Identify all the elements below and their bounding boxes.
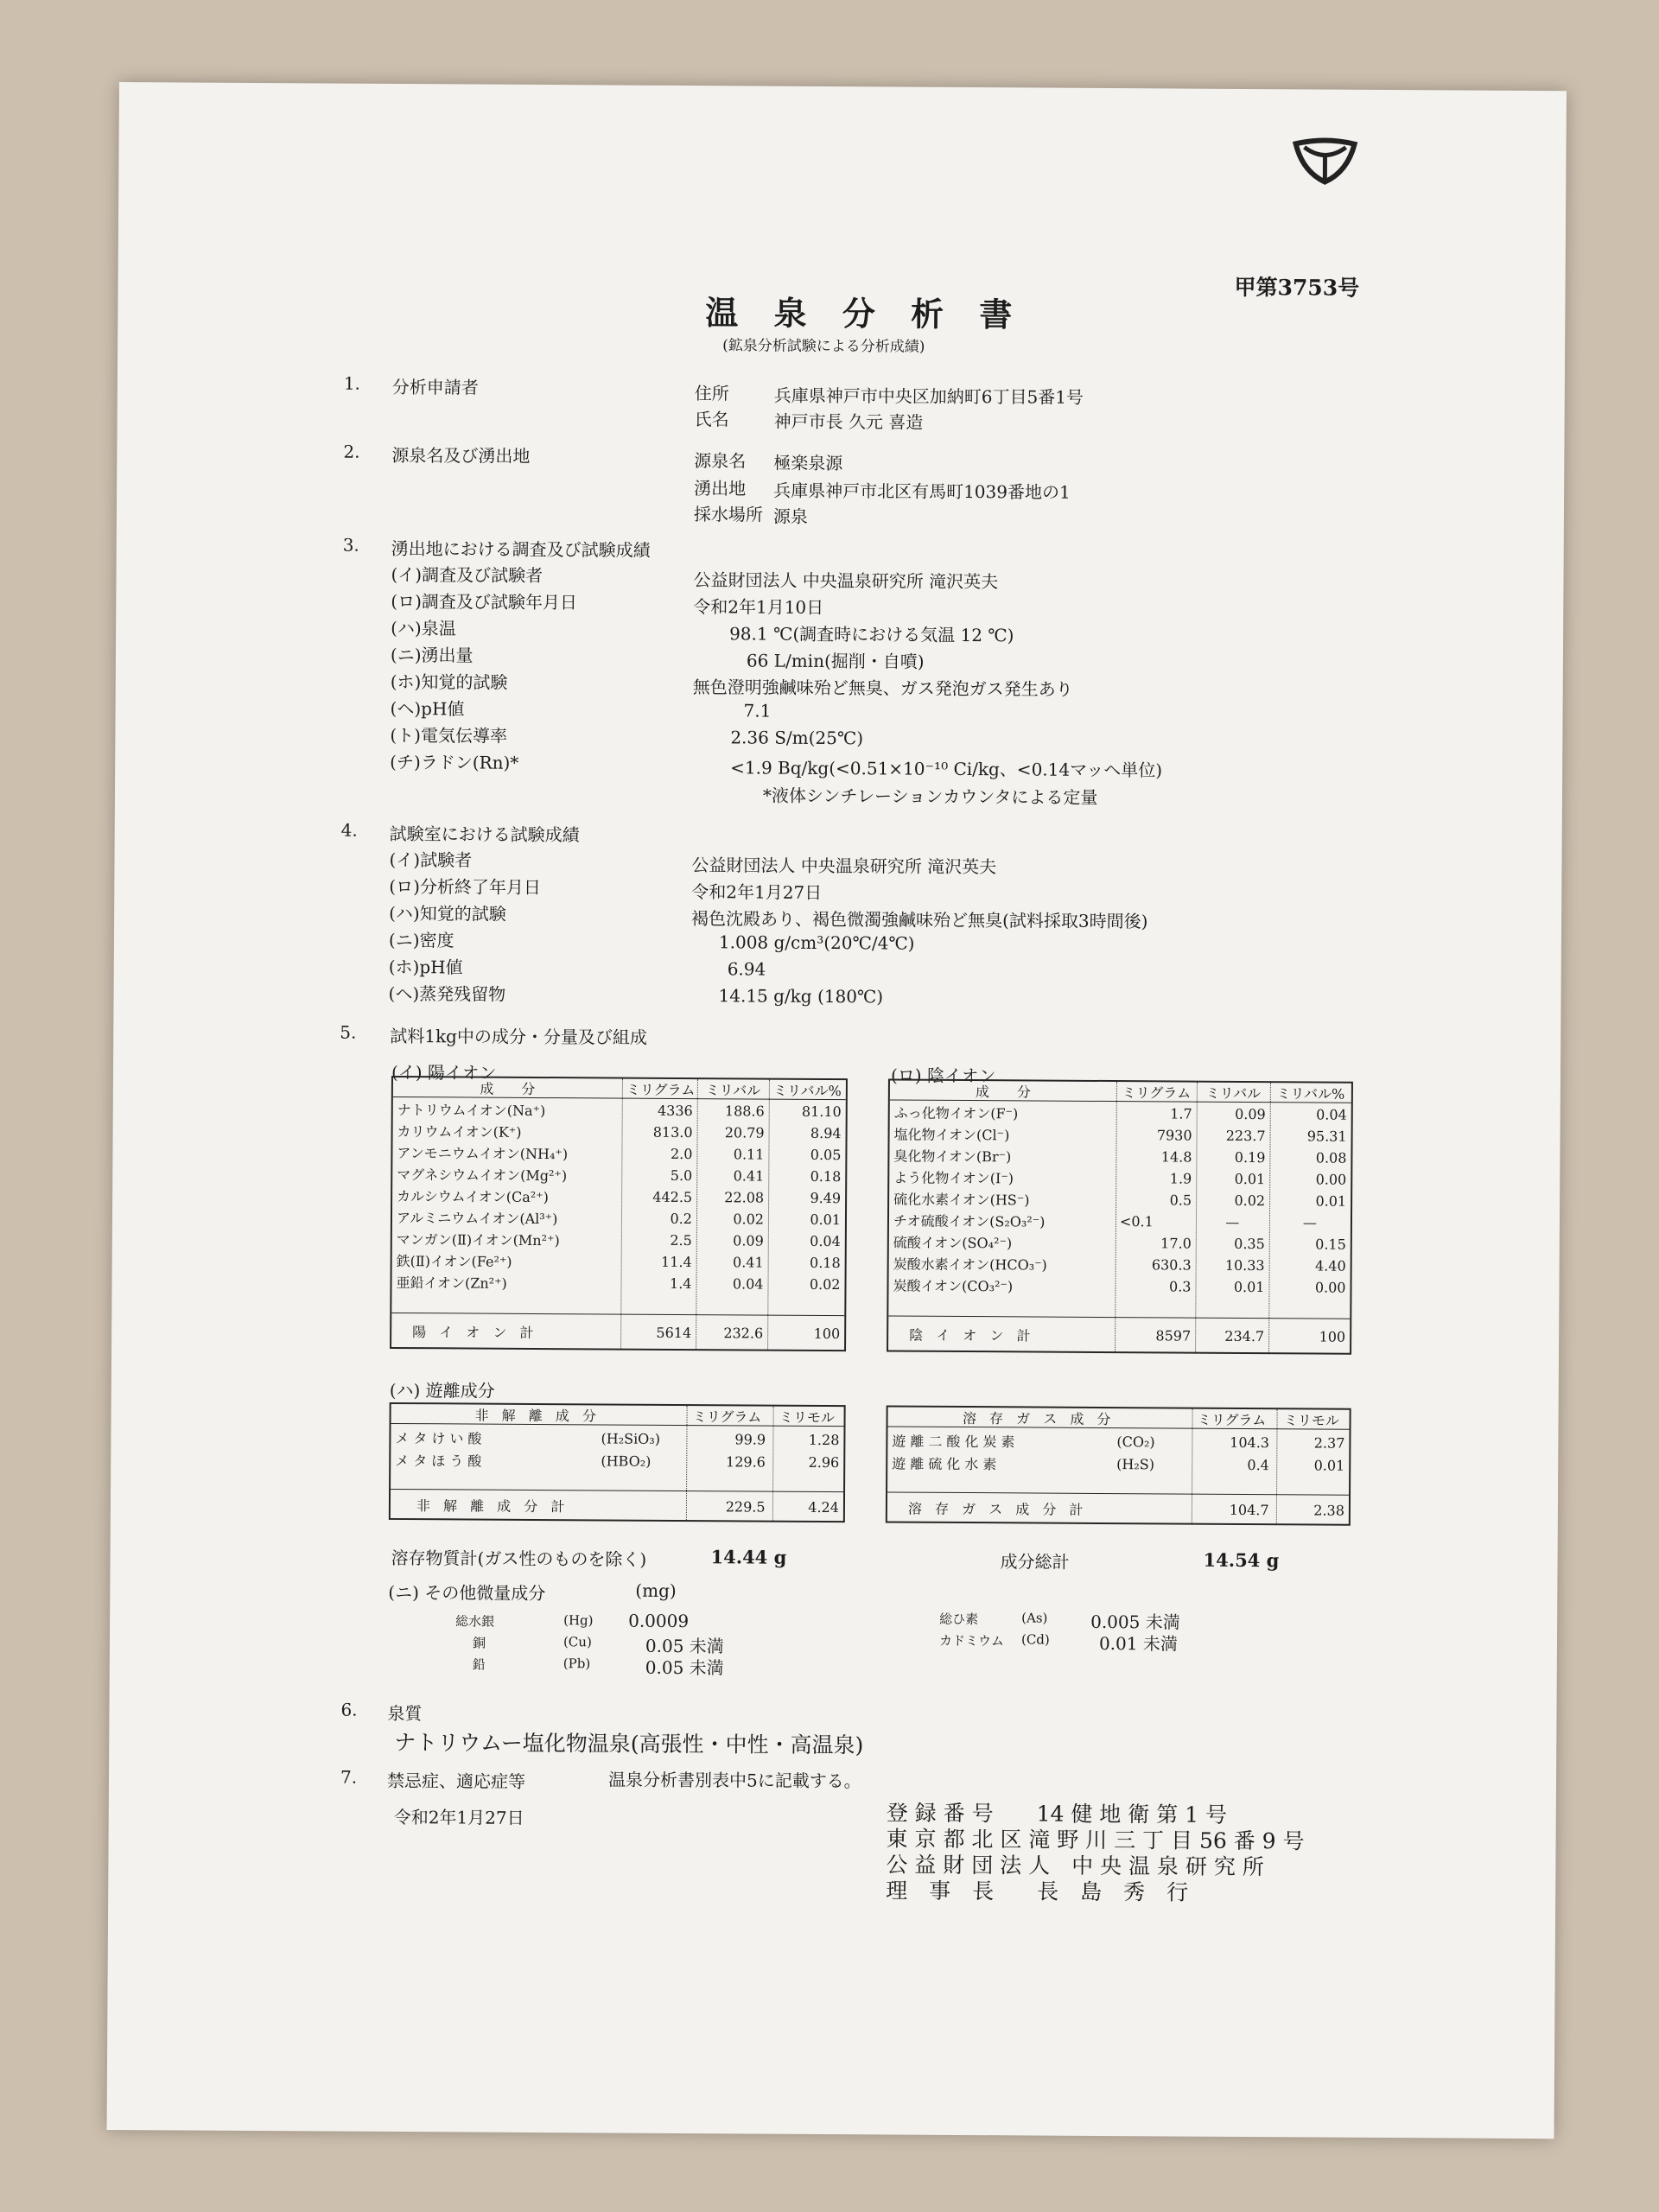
component-name: よう化物イオン(I⁻)	[893, 1169, 1014, 1187]
mval-value: 0.09	[733, 1232, 764, 1249]
trace-name: カドミウム	[938, 1632, 1004, 1649]
pct-value: 9.49	[810, 1189, 842, 1207]
address-key: 住所	[694, 383, 729, 404]
undissociated-caption: (ハ) 遊離成分	[389, 1379, 495, 1402]
mval-value: 0.02	[1234, 1192, 1266, 1210]
header-cell: ミリグラム	[626, 1081, 696, 1098]
trace-symbol: (Pb)	[563, 1656, 591, 1672]
mg-value: 104.3	[1230, 1433, 1270, 1451]
component-name: カルシウムイオン(Ca²⁺)	[397, 1187, 549, 1206]
component-name: 亜鉛イオン(Zn²⁺)	[396, 1274, 507, 1292]
table-row	[888, 1274, 1350, 1298]
pct-value: 100	[813, 1325, 841, 1342]
mg-value: 813.0	[652, 1123, 693, 1141]
mg-value: <0.1	[1119, 1213, 1154, 1230]
component-formula: (CO₂)	[1116, 1433, 1155, 1450]
header-cell: 成 分	[975, 1083, 1031, 1100]
pct-value: 0.05	[810, 1146, 842, 1164]
section-number: 6.	[340, 1699, 358, 1720]
mg-value: 630.3	[1151, 1256, 1192, 1274]
mg-value: 11.4	[660, 1253, 692, 1271]
table-row	[889, 1209, 1351, 1233]
component-formula: (HBO₂)	[601, 1452, 652, 1470]
s3-item-key: (ヘ)pH値	[390, 697, 465, 720]
table-row	[889, 1187, 1351, 1211]
pct-value: 81.10	[801, 1103, 842, 1121]
component-name: カリウムイオン(K⁺)	[397, 1122, 522, 1141]
mg-value: 0.2	[670, 1210, 693, 1228]
dissolved-solids-label: 溶存物質計(ガス性のものを除く)	[391, 1547, 647, 1570]
s4-item-key: (イ)試験者	[389, 849, 473, 871]
table-row	[889, 1252, 1351, 1276]
s4-item-key: (ロ)分析終了年月日	[389, 875, 541, 898]
name-key: 氏名	[694, 409, 729, 430]
table-row	[391, 1426, 843, 1451]
mval-value: 0.41	[733, 1167, 765, 1185]
pct-value: 0.00	[1315, 1171, 1347, 1188]
header-cell: ミリバル%	[1276, 1084, 1345, 1103]
table-row	[392, 1206, 845, 1230]
mval-value: 0.09	[1235, 1105, 1266, 1123]
contraindication-note: 温泉分析書別表中5に記載する。	[607, 1769, 861, 1792]
mmol-value: 1.28	[808, 1431, 840, 1448]
section-2-label: 源泉名及び湧出地	[391, 444, 531, 467]
s3-item-value: 公益財団法人 中央温泉研究所 滝沢英夫	[693, 569, 999, 593]
mval-value: 188.6	[724, 1103, 765, 1120]
section-3-label: 湧出地における調査及び試験成績	[391, 537, 651, 561]
pct-value: 4.40	[1314, 1257, 1346, 1274]
s3-item-value: 7.1	[743, 700, 772, 721]
table-row	[392, 1185, 845, 1209]
component-name: チオ硫酸イオン(S₂O₃²⁻)	[893, 1212, 1046, 1230]
mval-value: 223.7	[1225, 1127, 1266, 1145]
table-row	[890, 1122, 1351, 1147]
table-row	[392, 1141, 845, 1166]
component-name: 遊離硫化水素	[892, 1454, 1001, 1472]
s4-item-value: 1.008 g/cm³(20℃/4℃)	[718, 931, 915, 954]
component-name: ナトリウムイオン(Na⁺)	[397, 1101, 546, 1120]
component-name: マンガン(Ⅱ)イオン(Mn²⁺)	[396, 1230, 560, 1249]
table-header	[393, 1077, 846, 1100]
total-label: 陰 イ オ ン 計	[909, 1326, 1035, 1344]
table-row	[393, 1098, 846, 1122]
mg-value: 442.5	[652, 1188, 693, 1206]
radon-note: *液体シンチレーションカウンタによる定量	[762, 785, 1098, 808]
mval-value: 10.33	[1224, 1256, 1265, 1274]
pct-value: 100	[1319, 1328, 1346, 1345]
s3-item-value: 無色澄明強鹹味殆ど無臭、ガス発泡ガス発生あり	[692, 677, 1073, 700]
mg-value: 129.6	[726, 1452, 766, 1471]
sampling-value: 源泉	[772, 505, 809, 527]
mval-value: 0.01	[1234, 1170, 1266, 1188]
mg-value: 1.4	[670, 1274, 692, 1293]
header-cell: ミリモル	[1283, 1411, 1339, 1429]
mval-value: —	[1225, 1213, 1240, 1230]
trace-unit: (mg)	[635, 1580, 677, 1601]
component-formula: (H₂SiO₃)	[601, 1429, 661, 1447]
cation-table	[390, 1076, 848, 1351]
s4-item-value: 公益財団法人 中央温泉研究所 滝沢英夫	[691, 855, 997, 878]
total-components-label: 成分総計	[1000, 1551, 1070, 1573]
section-number: 3.	[342, 534, 359, 556]
name-value: 神戸市長 久元 喜造	[773, 410, 924, 433]
mval-value: 234.7	[1224, 1327, 1265, 1344]
trace-name: 総ひ素	[939, 1611, 979, 1628]
mval-value: 0.11	[733, 1146, 765, 1163]
s3-item-key: (イ)調査及び試験者	[391, 563, 543, 587]
pct-value: 0.01	[810, 1211, 842, 1229]
table-header	[888, 1407, 1350, 1429]
mmol-value: 4.24	[808, 1498, 839, 1516]
mval-value: 22.08	[724, 1189, 765, 1206]
header-cell: ミリグラム	[692, 1408, 762, 1426]
mval-value: 20.79	[724, 1124, 765, 1141]
s3-item-value: 66 L/min(掘削・自噴)	[746, 650, 925, 672]
trace-name: 総水銀	[455, 1613, 495, 1630]
document-subtitle: (鉱泉分析試験による分析成績)	[722, 337, 925, 356]
mmol-value: 2.96	[808, 1453, 840, 1471]
mmol-value: 2.38	[1313, 1501, 1344, 1519]
document-title: 温 泉 分 析 書	[705, 293, 1025, 334]
total-row	[888, 1315, 1350, 1353]
trace-symbol: (As)	[1021, 1610, 1048, 1626]
pct-value: 0.04	[810, 1232, 841, 1250]
mmol-value: 2.37	[1313, 1433, 1345, 1452]
table-row	[391, 1448, 843, 1473]
header-cell: 溶 存 ガ ス 成 分	[962, 1409, 1116, 1427]
cation-caption: (イ) 陽イオン	[391, 1061, 497, 1084]
source-value: 極楽泉源	[773, 452, 843, 474]
total-row	[391, 1489, 843, 1522]
section-5-label: 試料1kg中の成分・分量及び組成	[390, 1025, 647, 1048]
registration-number: 登 録 番 号 14 健 地 衛 第 1 号	[886, 1800, 1228, 1827]
trace-symbol: (Cd)	[1020, 1631, 1050, 1648]
pct-value: 95.31	[1306, 1128, 1347, 1145]
component-name: メタほう酸	[395, 1452, 486, 1470]
location-key: 湧出地	[694, 478, 747, 499]
source-key: 源泉名	[694, 450, 747, 472]
table-row	[392, 1249, 845, 1274]
component-formula: (H₂S)	[1116, 1455, 1155, 1472]
section-6-label: 泉質	[387, 1702, 423, 1725]
pct-value: 0.15	[1315, 1236, 1346, 1253]
s3-item-value: 98.1 ℃(調査時における気温 12 ℃)	[729, 623, 1014, 646]
mg-value: 7930	[1156, 1127, 1192, 1144]
trace-value: 0.05 未満	[645, 1656, 724, 1679]
component-name: 塩化物イオン(Cl⁻)	[893, 1126, 1010, 1144]
table-header	[890, 1080, 1351, 1103]
header-cell: ミリバル%	[772, 1082, 842, 1099]
issuer-director: 理 事 長 長 島 秀 行	[886, 1878, 1189, 1905]
component-name: 硫化水素イオン(HS⁻)	[893, 1191, 1030, 1209]
mg-value: 5.0	[670, 1166, 693, 1185]
table-row	[890, 1101, 1351, 1125]
s3-item-value: 2.36 S/m(25℃)	[730, 727, 864, 749]
header-cell: ミリバル	[705, 1081, 761, 1099]
section-number: 2.	[343, 441, 360, 462]
pct-value: —	[1302, 1214, 1318, 1231]
component-name: メタけい酸	[395, 1429, 486, 1447]
section-7-label: 禁忌症、適応症等	[386, 1770, 526, 1792]
address-value: 兵庫県神戸市中央区加納町6丁目5番1号	[773, 385, 1084, 408]
issuer-address: 東 京 都 北 区 滝 野 川 三 丁 目 56 番 9 号	[886, 1826, 1305, 1854]
header-cell: 非 解 離 成 分	[474, 1407, 601, 1424]
component-name: アンモニウムイオン(NH₄⁺)	[397, 1144, 569, 1163]
s4-item-value: 褐色沈殿あり、褐色微濁強鹹味殆ど無臭(試料採取3時間後)	[691, 908, 1148, 932]
document-number: 甲第3753号	[1234, 274, 1360, 301]
trace-name: 鉛	[472, 1656, 486, 1673]
pct-value: 0.08	[1315, 1149, 1347, 1166]
table-row	[393, 1120, 846, 1144]
issue-date: 令和2年1月27日	[393, 1806, 524, 1828]
pct-value: 0.01	[1315, 1192, 1347, 1210]
s4-item-key: (ヘ)蒸発残留物	[388, 982, 506, 1005]
component-name: アルミニウムイオン(Al³⁺)	[396, 1209, 558, 1228]
component-name: ふっ化物イオン(F⁻)	[893, 1104, 1019, 1122]
mg-value: 0.4	[1247, 1456, 1269, 1473]
s4-item-key: (ニ)密度	[388, 929, 454, 951]
section-number: 5.	[340, 1021, 357, 1043]
trace-value: 0.005 未満	[1090, 1611, 1180, 1633]
trace-symbol: (Hg)	[563, 1612, 594, 1629]
table-header	[391, 1404, 844, 1427]
spring-quality: ナトリウムー塩化物温泉(高張性・中性・高温泉)	[394, 1729, 864, 1758]
pct-value: 0.18	[810, 1167, 842, 1185]
component-name: 鉄(Ⅱ)イオン(Fe²⁺)	[396, 1252, 512, 1270]
section-number: 4.	[340, 819, 358, 841]
mmol-value: 0.01	[1313, 1456, 1345, 1474]
s4-item-value: 令和2年1月27日	[691, 881, 823, 903]
anion-table	[887, 1078, 1353, 1354]
mval-value: 232.6	[723, 1324, 764, 1342]
pct-value: 0.04	[1316, 1106, 1347, 1123]
total-row	[887, 1491, 1349, 1524]
s3-item-key: (チ)ラドン(Rn)*	[390, 751, 519, 773]
mg-value: 2.0	[670, 1145, 693, 1163]
mg-value: 229.5	[725, 1497, 766, 1516]
s4-item-key: (ハ)知覚的試験	[389, 902, 506, 925]
s4-item-value: 6.94	[727, 958, 766, 980]
mg-value: 4336	[657, 1102, 693, 1120]
component-name: 炭酸イオン(CO₃²⁻)	[893, 1277, 1014, 1295]
city-emblem-icon	[1292, 137, 1357, 185]
s3-item-value: <1.9 Bq/kg(<0.51×10⁻¹⁰ Ci/kg、<0.14マッヘ単位)	[730, 757, 1163, 781]
mval-value: 0.02	[733, 1211, 765, 1228]
s3-item-key: (ホ)知覚的試験	[390, 671, 508, 693]
undissociated-table	[389, 1402, 846, 1522]
trace-name: 銅	[472, 1635, 486, 1651]
component-name: 遊離二酸化炭素	[892, 1432, 1020, 1450]
total-label: 溶 存 ガ ス 成 分 計	[907, 1500, 1088, 1518]
mg-value: 17.0	[1160, 1235, 1192, 1252]
component-name: 硫酸イオン(SO₄²⁻)	[893, 1234, 1013, 1252]
mg-value: 1.9	[1169, 1170, 1192, 1187]
mg-value: 14.8	[1160, 1148, 1192, 1166]
trace-value: 0.05 未満	[645, 1635, 724, 1657]
issuer-organization: 公 益 財 団 法 人 中 央 温 泉 研 究 所	[886, 1852, 1264, 1880]
component-name: マグネシウムイオン(Mg²⁺)	[397, 1166, 568, 1185]
pct-value: 0.18	[809, 1254, 841, 1272]
sampling-key: 採水場所	[693, 504, 764, 525]
mg-value: 5614	[656, 1324, 692, 1341]
section-1-label: 分析申請者	[391, 376, 479, 398]
mg-value: 104.7	[1229, 1501, 1269, 1518]
trace-symbol: (Cu)	[563, 1634, 592, 1650]
s4-item-value: 14.15 g/kg (180℃)	[718, 985, 884, 1007]
header-cell: ミリモル	[779, 1408, 835, 1426]
table-row	[889, 1166, 1351, 1190]
pct-value: 8.94	[810, 1124, 842, 1142]
header-cell: ミリグラム	[1122, 1084, 1192, 1102]
table-row	[889, 1230, 1351, 1255]
mg-value: 1.7	[1170, 1105, 1192, 1122]
pct-value: 0.02	[809, 1275, 841, 1294]
mval-value: 0.35	[1234, 1235, 1265, 1253]
header-cell: 成 分	[480, 1080, 536, 1097]
mg-value: 0.3	[1168, 1278, 1192, 1295]
mval-value: 0.41	[732, 1254, 764, 1271]
s3-item-key: (ハ)泉温	[391, 617, 456, 639]
s3-item-key: (ニ)湧出量	[390, 644, 474, 666]
total-label: 陽 イ オ ン 計	[412, 1323, 538, 1341]
component-name: 炭酸水素イオン(HCO₃⁻)	[893, 1255, 1047, 1274]
mg-value: 2.5	[670, 1231, 692, 1249]
header-cell: ミリグラム	[1197, 1411, 1267, 1428]
table-row	[392, 1228, 845, 1252]
mval-value: 0.19	[1234, 1148, 1266, 1166]
component-name: 臭化物イオン(Br⁻)	[893, 1147, 1012, 1166]
table-row	[391, 1271, 844, 1295]
mval-value: 0.04	[732, 1275, 764, 1293]
total-row	[391, 1313, 844, 1351]
total-label: 非 解 離 成 分 計	[416, 1497, 569, 1515]
dissolved-gas-table	[886, 1405, 1351, 1525]
table-row	[392, 1163, 845, 1187]
table-row	[887, 1451, 1349, 1476]
trace-value: 0.0009	[628, 1610, 690, 1632]
s4-item-key: (ホ)pH値	[388, 956, 463, 978]
header-cell: ミリバル	[1205, 1084, 1262, 1102]
s3-item-key: (ロ)調査及び試験年月日	[391, 590, 578, 613]
s3-item-value: 令和2年1月10日	[693, 596, 824, 618]
table-row	[889, 1144, 1351, 1168]
section-4-label: 試験室における試験成績	[389, 823, 580, 846]
mg-value: 0.5	[1169, 1192, 1192, 1209]
trace-caption: (ニ) その他微量成分	[388, 1581, 546, 1605]
section-number: 1.	[343, 372, 361, 394]
table-row	[887, 1428, 1349, 1453]
mg-value: 99.9	[734, 1430, 766, 1448]
section-number: 7.	[340, 1766, 358, 1788]
trace-value: 0.01 未満	[1098, 1632, 1178, 1655]
mval-value: 0.01	[1233, 1278, 1265, 1296]
s3-item-key: (ト)電気伝導率	[390, 724, 508, 747]
total-components-value: 14.54 g	[1203, 1548, 1280, 1572]
anion-caption: (ロ) 陰イオン	[890, 1065, 996, 1087]
pct-value: 0.00	[1314, 1279, 1346, 1296]
analysis-document	[107, 82, 1567, 2139]
location-value: 兵庫県神戸市北区有馬町1039番地の1	[773, 480, 1071, 503]
dissolved-solids-value: 14.44 g	[710, 1546, 787, 1568]
mg-value: 8597	[1155, 1326, 1192, 1344]
